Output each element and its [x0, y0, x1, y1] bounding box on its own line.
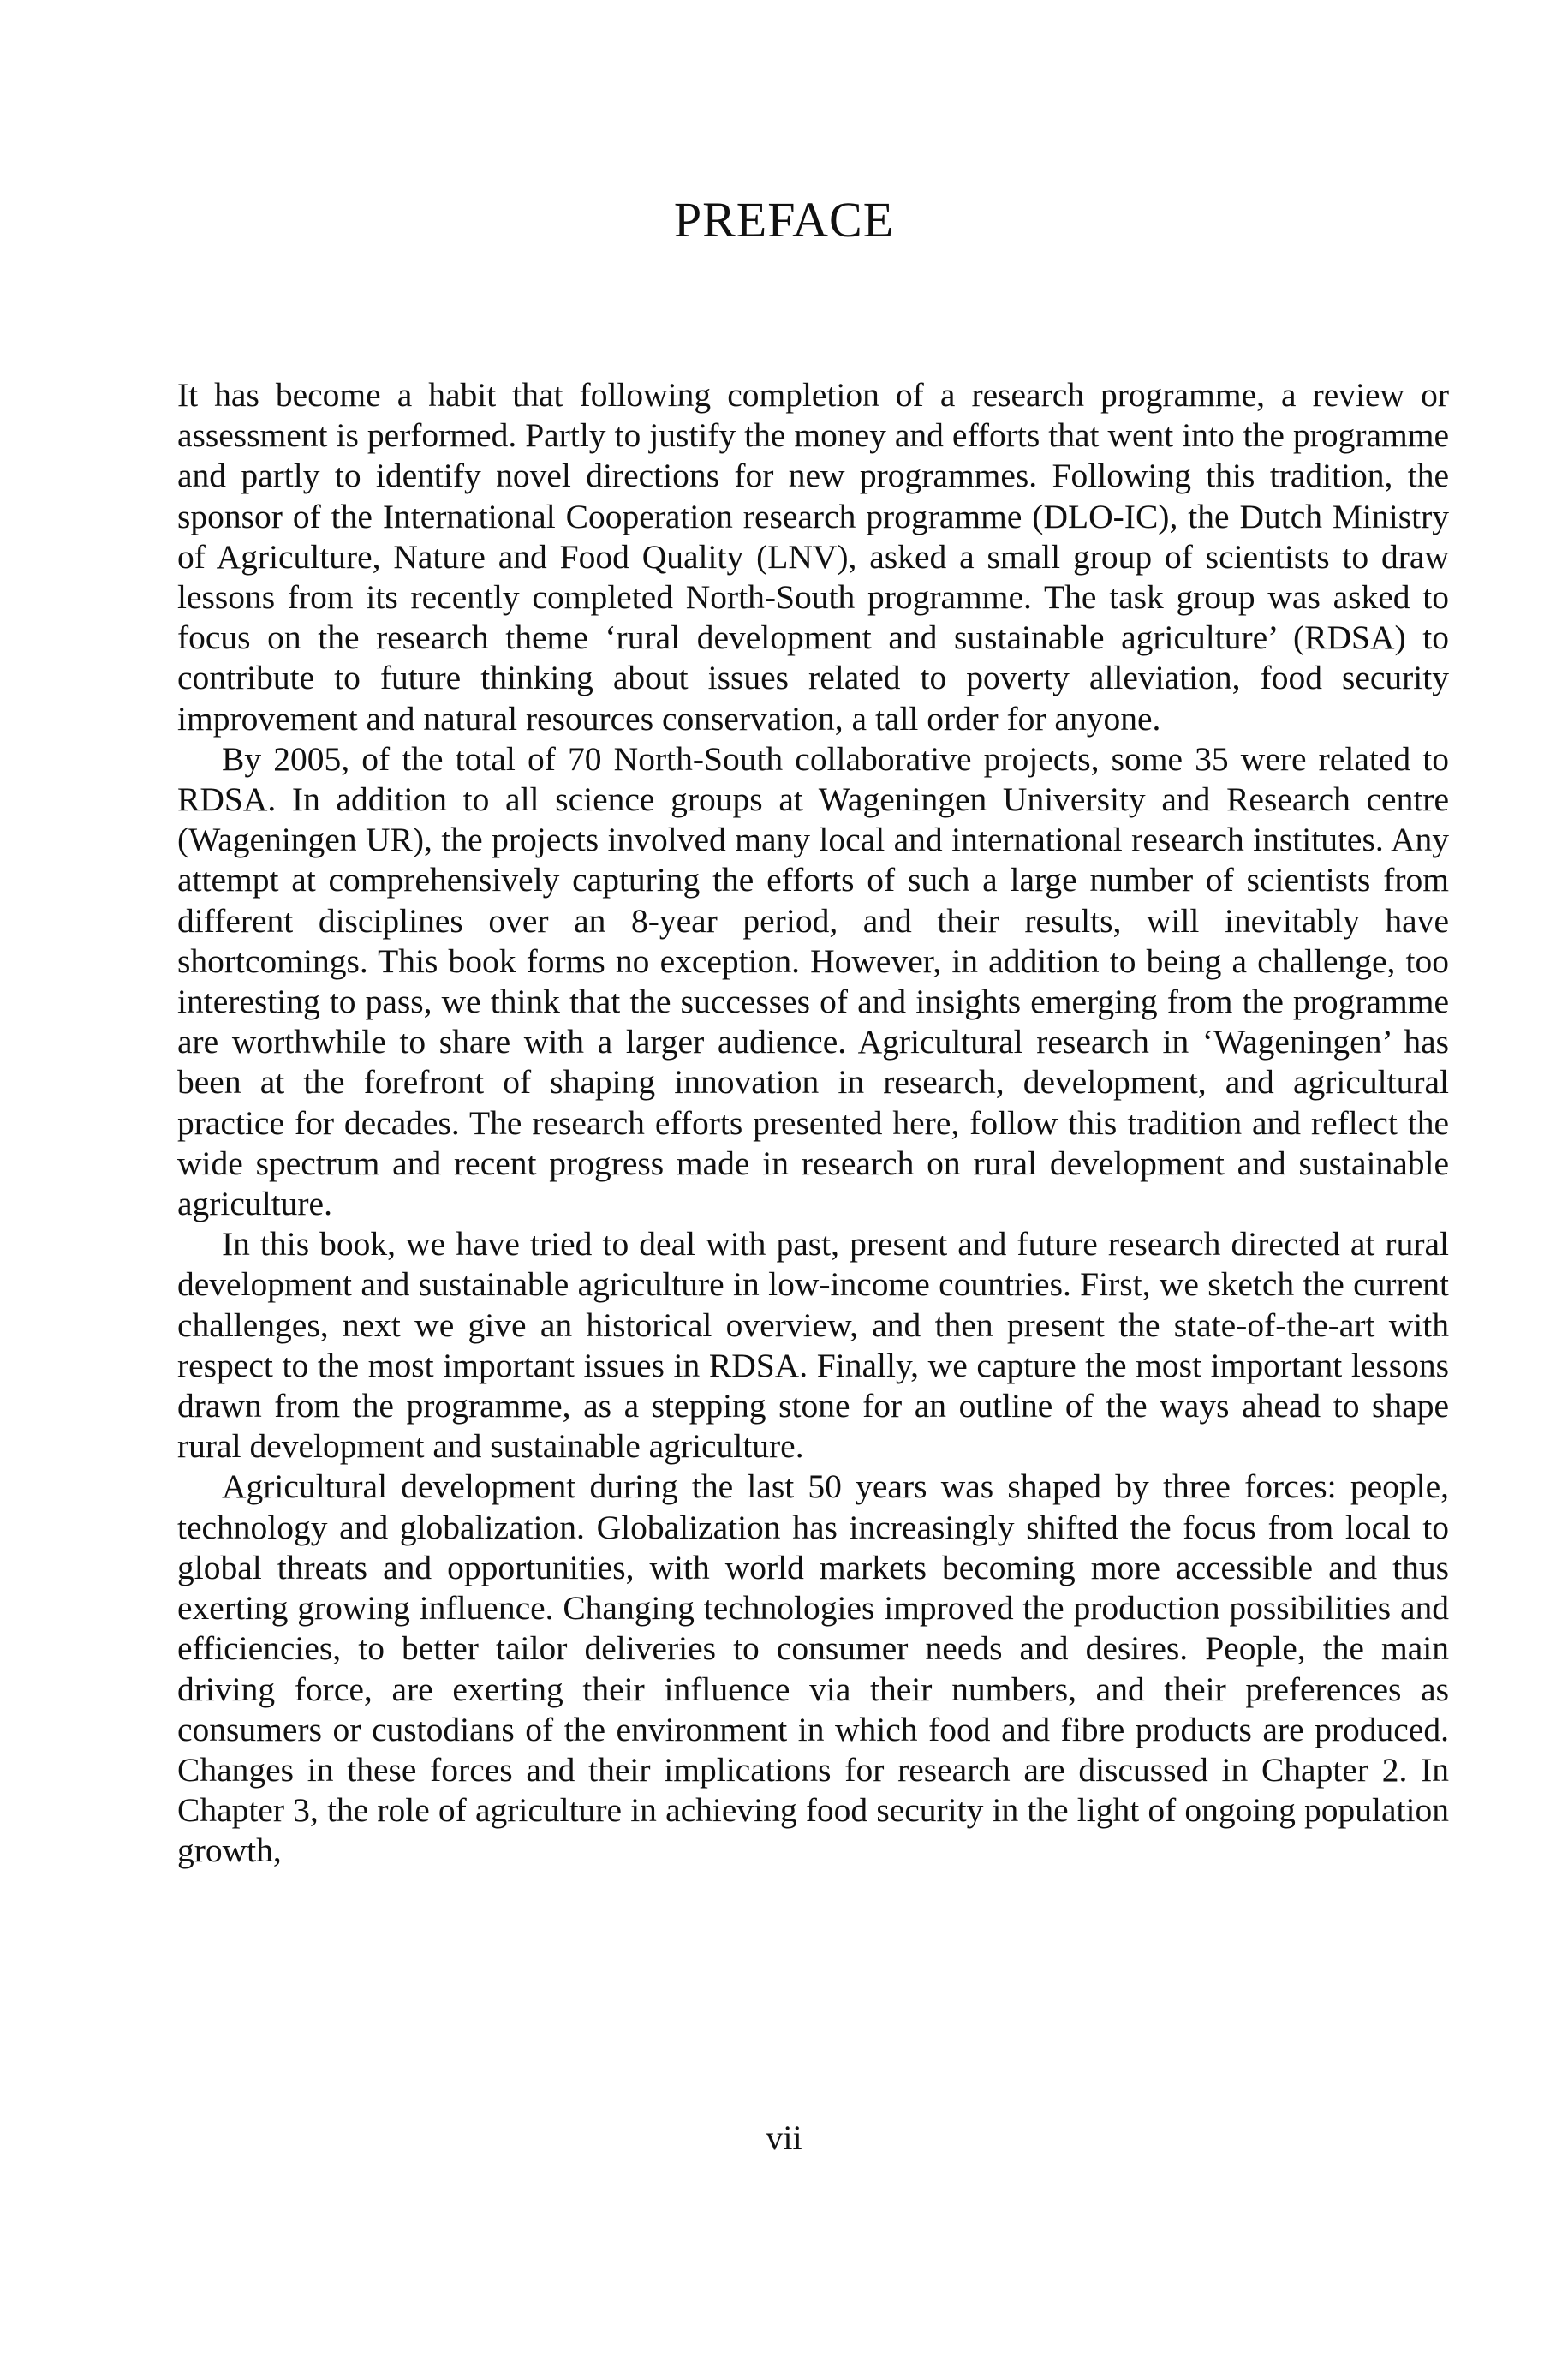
- page-title: PREFACE: [673, 192, 895, 248]
- page-number: vii: [766, 2118, 802, 2157]
- paragraph-1: It has become a habit that following completion of a research programme, a review or assessment is performed. Partly to justify the money and efforts that went into the programme and partly to identify novel directions for new programmes. Following this tradition, the sponsor of the International Cooperation research programme (DLO-IC), the Dutch Ministry of Agriculture, Nature and Food Quality (LNV), asked a small group of scientists to draw lessons from its recently completed North-South programme. The task group was asked to focus on the research theme ‘rural development and sustainable agriculture’ (RDSA) to contribute to future thinking about issues related to poverty alleviation, food security improvement and natural resources conservation, a tall order for anyone.: [177, 376, 1449, 738]
- paragraph-4: Agricultural development during the last 50 years was shaped by three forces: people, technology and globalization. Globalization has increasingly shifted the focus from local to global threats and opportunities, with world markets becoming more accessible and thus exerting growing influence. Changing technologies improved the production possibilities and efficiencies, to better tailor deliveries to consumer needs and desires. People, the main driving force, are exerting their influence via their numbers, and their preferences as consumers or custodians of the environment in which food and fibre products are produced. Changes in these forces and their implications for research are discussed in Chapter 2. In Chapter 3, the role of agriculture in achieving food security in the light of ongoing population growth,: [177, 1467, 1449, 1870]
- paragraph-3: In this book, we have tried to deal with past, present and future research directed at rural development and sustainable agriculture in low-income countries. First, we sketch the current challenges, next we give an historical overview, and then present the state-of-the-art with respect to the most important issues in RDSA. Finally, we capture the most important lessons drawn from the programme, as a stepping stone for an outline of the ways ahead to shape rural development and sustainable agriculture.: [177, 1225, 1449, 1466]
- preface-body: [177, 375, 1449, 1872]
- paragraph-2: By 2005, of the total of 70 North-South collaborative projects, some 35 were related to RDSA. In addition to all science groups at Wageningen University and Research centre (Wageningen UR), the projects involved many local and international research institutes. Any attempt at comprehensively capturing the efforts of such a large number of scientists from different disciplines over an 8-year period, and their results, will inevitably have shortcomings. This book forms no exception. However, in addition to being a challenge, too interesting to pass, we think that the successes of and insights emerging from the programme are worthwhile to share with a larger audience. Agricultural research in ‘Wageningen’ has been at the forefront of shaping innovation in research, development, and agricultural practice for decades. The research efforts presented here, follow this tradition and reflect the wide spectrum and recent progress made in research on rural development and sustainable agriculture.: [177, 739, 1449, 1223]
